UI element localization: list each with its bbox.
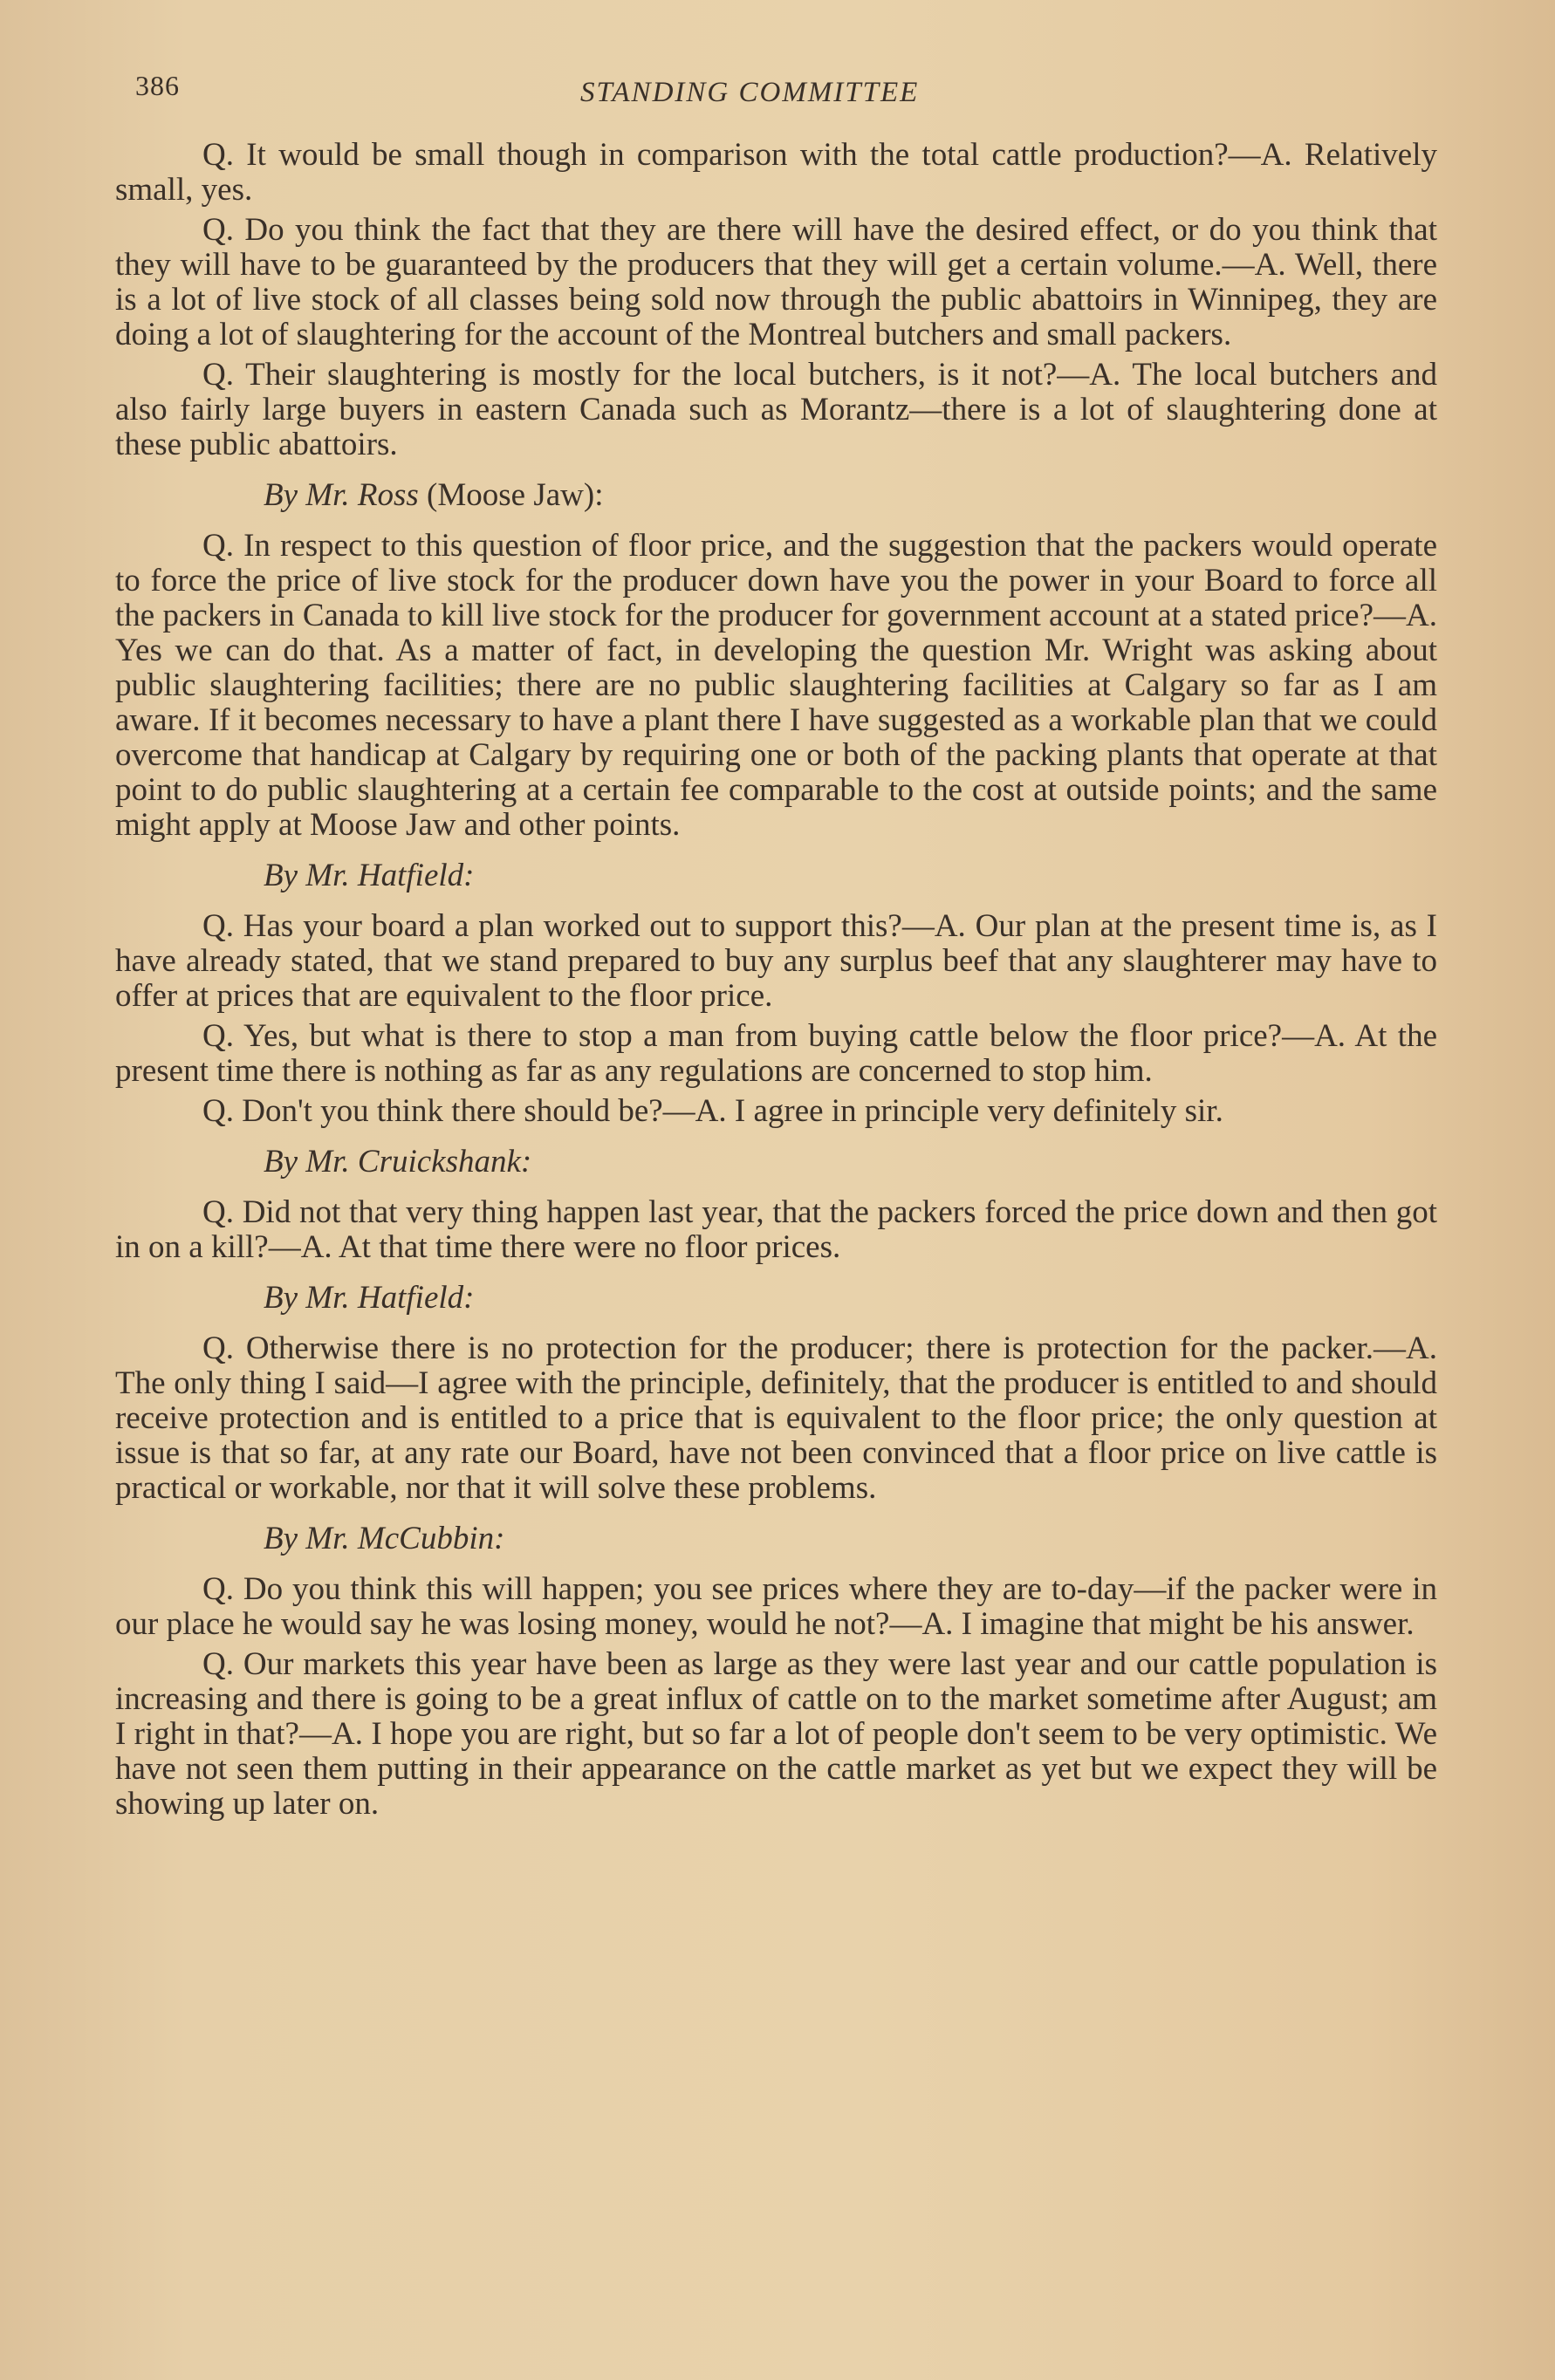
paragraph: Q. It would be small though in comparison with the total cattle production?—A. Relatively small, yes. (115, 137, 1437, 208)
paragraph: Q. Do you think this will happen; you see prices where they are to-day—if the packer were in our place he would say he was losing money, would he not?—A. I imagine that might be his answer. (115, 1571, 1437, 1642)
speaker-name: By Mr. Cruickshank: (264, 1144, 532, 1180)
paragraph: Q. Don't you think there should be?—A. I agree in principle very definitely sir. (202, 1093, 1223, 1129)
page-body (115, 138, 1437, 1827)
speaker-name: By Mr. McCubbin: (264, 1521, 505, 1556)
speaker-heading-hatfield (264, 1281, 1437, 1316)
paragraph: Q. Has your board a plan worked out to support this?—A. Our plan at the present time is, as I have already stated, that we stand prepared to buy any surplus beef that any slaughterer may have to offer at prices that are equivalent to the floor price. (115, 908, 1437, 1014)
page-header (135, 70, 1444, 122)
speaker-name: By Mr. Hatfield: (264, 858, 475, 893)
speaker-heading-cruickshank (264, 1145, 1437, 1180)
paragraph: Q. Do you think the fact that they are there will have the desired effect, or do you think that they will have to be guaranteed by the producers that they will get a certain volume.—A. Well, there is a lot of live stock of all classes being sold now through the public abattoirs in Winnipeg, they are doing a lot of slaughtering for the account of the Montreal butchers and small packers. (115, 212, 1437, 352)
speaker-name: By Mr. Ross (264, 477, 419, 513)
paragraph: Q. Their slaughtering is mostly for the local butchers, is it not?—A. The local butchers and also fairly large buyers in eastern Canada such as Morantz—there is a lot of slaughtering done at these public abattoirs. (115, 357, 1437, 462)
paragraph: Q. Our markets this year have been as large as they were last year and our cattle population is increasing and there is going to be a great influx of cattle on to the market sometime after August; am I right in that?—A. I hope you are right, but so far a lot of people don't seem to be very optimistic. We have not seen them putting in their appearance on the cattle market as yet but we expect they will be showing up later on. (115, 1646, 1437, 1822)
speaker-qualifier: (Moose Jaw): (418, 477, 604, 513)
speaker-heading-hatfield (264, 858, 1437, 893)
paragraph: Q. Otherwise there is no protection for the producer; there is protection for the packer.—A. The only thing I said—I agree with the principle, definitely, that the producer is entitled to and should receive protection and is entitled to a price that is equivalent to the floor price; the only question at issue is that so far, at any rate our Board, have not been convinced that a floor price on live cattle is practical or workable, nor that it will solve these problems. (115, 1330, 1437, 1506)
paragraph: Q. In respect to this question of floor price, and the suggestion that the packers would operate to force the price of live stock for the producer down have you the power in your Board to force all the packers in Canada to kill live stock for the producer for government account at a stated price?—A. Yes we can do that. As a matter of fact, in developing the question Mr. Wright was asking about public slaughtering facilities; there are no public slaughtering facilities at Calgary so far as I am aware. If it becomes necessary to have a plant there I have suggested as a workable plan that we could overcome that handicap at Calgary by requiring one or both of the packing plants that operate at that point to do public slaughtering at a certain fee comparable to the cost at outside points; and the same might apply at Moose Jaw and other points. (115, 528, 1437, 843)
running-title: STANDING COMMITTEE (580, 77, 920, 108)
paragraph: Q. Did not that very thing happen last year, that the packers forced the price down and then got in on a kill?—A. At that time there were no floor prices. (115, 1194, 1437, 1265)
speaker-heading-mccubbin (264, 1522, 1437, 1556)
paragraph: Q. Yes, but what is there to stop a man from buying cattle below the floor price?—A. At the present time there is nothing as far as any regulations are concerned to stop him. (115, 1018, 1437, 1089)
speaker-name: By Mr. Hatfield: (264, 1280, 475, 1316)
page-number: 386 (135, 70, 180, 101)
speaker-heading-ross (264, 478, 1437, 513)
